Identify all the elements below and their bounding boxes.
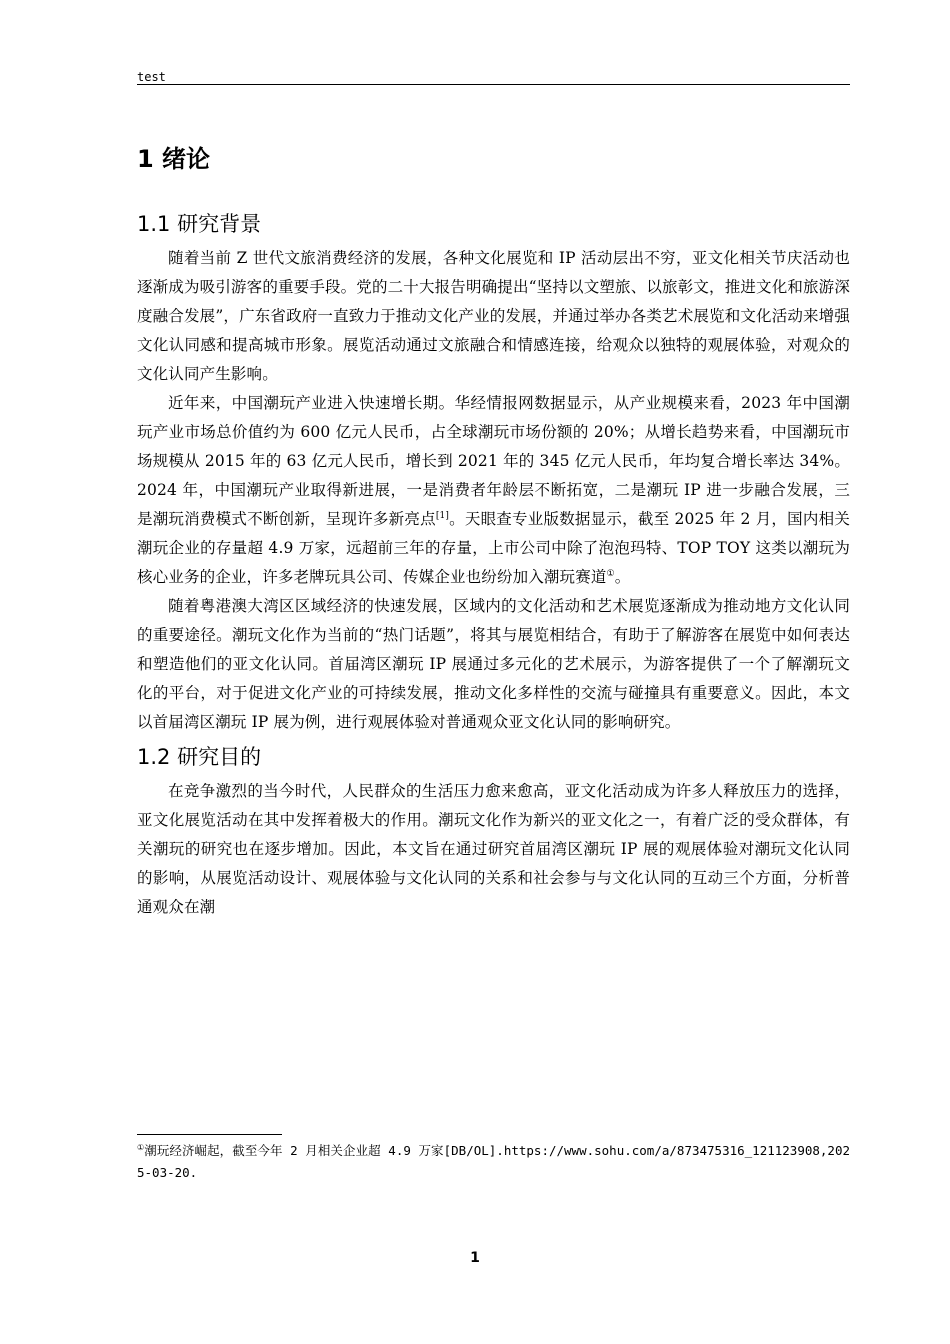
paragraph-background-2	[137, 389, 850, 592]
footnote-mark: ①	[137, 1142, 145, 1152]
section-heading-purpose: 1.2 研究目的	[137, 745, 262, 769]
paragraph-purpose-1: 在竞争激烈的当今时代，人民群众的生活压力愈来愈高，亚文化活动成为许多人释放压力的选择，亚文化展览活动在其中发挥着极大的作用。潮玩文化作为新兴的亚文化之一，有着广泛的受众群体，有关潮玩的研究也在逐步增加。因此，本文旨在通过研究首届湾区潮玩 IP 展的观展体验对潮玩文化认同的影响，从展览活动设计、观展体验与文化认同的关系和社会参与与文化认同的互动三个方面，分析普通观众在潮	[137, 782, 850, 916]
page-number: 1	[470, 1250, 480, 1266]
body-content	[137, 132, 850, 922]
paragraph-text: 近年来，中国潮玩产业进入快速增长期。华经情报网数据显示，从产业规模来看，2023 年中国潮玩产业市场总价值约为 600 亿元人民币，占全球潮玩市场份额的 20%；从增长趋势来看，中国潮玩市场规模从 2015 年的 63 亿元人民币，增长到 2021 年的 345 亿元人民币，年均复合增长率达 34%。2024 年，中国潮玩产业取得新进展，一是消费者年龄层不断拓宽，二是潮玩 IP 进一步融合发展，三是潮玩消费模式不断创新，呈现许多新亮点	[137, 394, 850, 528]
footnote-rule	[137, 1134, 282, 1135]
chapter-title: 1 绪论	[137, 145, 211, 173]
footnote	[137, 1140, 850, 1184]
header-rule	[137, 84, 850, 85]
footnote-text: 潮玩经济崛起，截至今年 2 月相关企业超 4.9 万家[DB/OL].https://www.sohu.com/a/873475316_121123908,2025-03-20.	[137, 1143, 851, 1180]
paragraph-text: 。	[614, 568, 631, 586]
running-header: test	[137, 70, 166, 84]
footnote-marker[interactable]: ①	[606, 568, 615, 579]
section-heading-background: 1.1 研究背景	[137, 212, 262, 236]
paragraph-background-3: 随着粤港澳大湾区区域经济的快速发展，区域内的文化活动和艺术展览逐渐成为推动地方文化认同的重要途径。潮玩文化作为当前的“热门话题”，将其与展览相结合，有助于了解游客在展览中如何表达和塑造他们的亚文化认同。首届湾区潮玩 IP 展通过多元化的艺术展示，为游客提供了一个了解潮玩文化的平台，对于促进文化产业的可持续发展，推动文化多样性的交流与碰撞具有重要意义。因此，本文以首届湾区潮玩 IP 展为例，进行观展体验对普通观众亚文化认同的影响研究。	[137, 597, 850, 731]
paragraph-text: 。天眼查专业版数据显示，截至 2025 年 2 月，国内相关潮玩企业的存量超 4.9 万家，远超前三年的存量，上市公司中除了泡泡玛特、TOP TOY 这类以潮玩为核心业务的企业，许多老牌玩具公司、传媒企业也纷纷加入潮玩赛道	[137, 510, 850, 586]
citation-link[interactable]: [1]	[435, 510, 450, 521]
paragraph-background-1: 随着当前 Z 世代文旅消费经济的发展，各种文化展览和 IP 活动层出不穷，亚文化相关节庆活动也逐渐成为吸引游客的重要手段。党的二十大报告明确提出“坚持以文塑旅、以旅彰文，推进文化和旅游深度融合发展”，广东省政府一直致力于推动文化产业的发展，并通过举办各类艺术展览和文化活动来增强文化认同感和提高城市形象。展览活动通过文旅融合和情感连接，给观众以独特的观展体验，对观众的文化认同产生影响。	[137, 249, 850, 383]
